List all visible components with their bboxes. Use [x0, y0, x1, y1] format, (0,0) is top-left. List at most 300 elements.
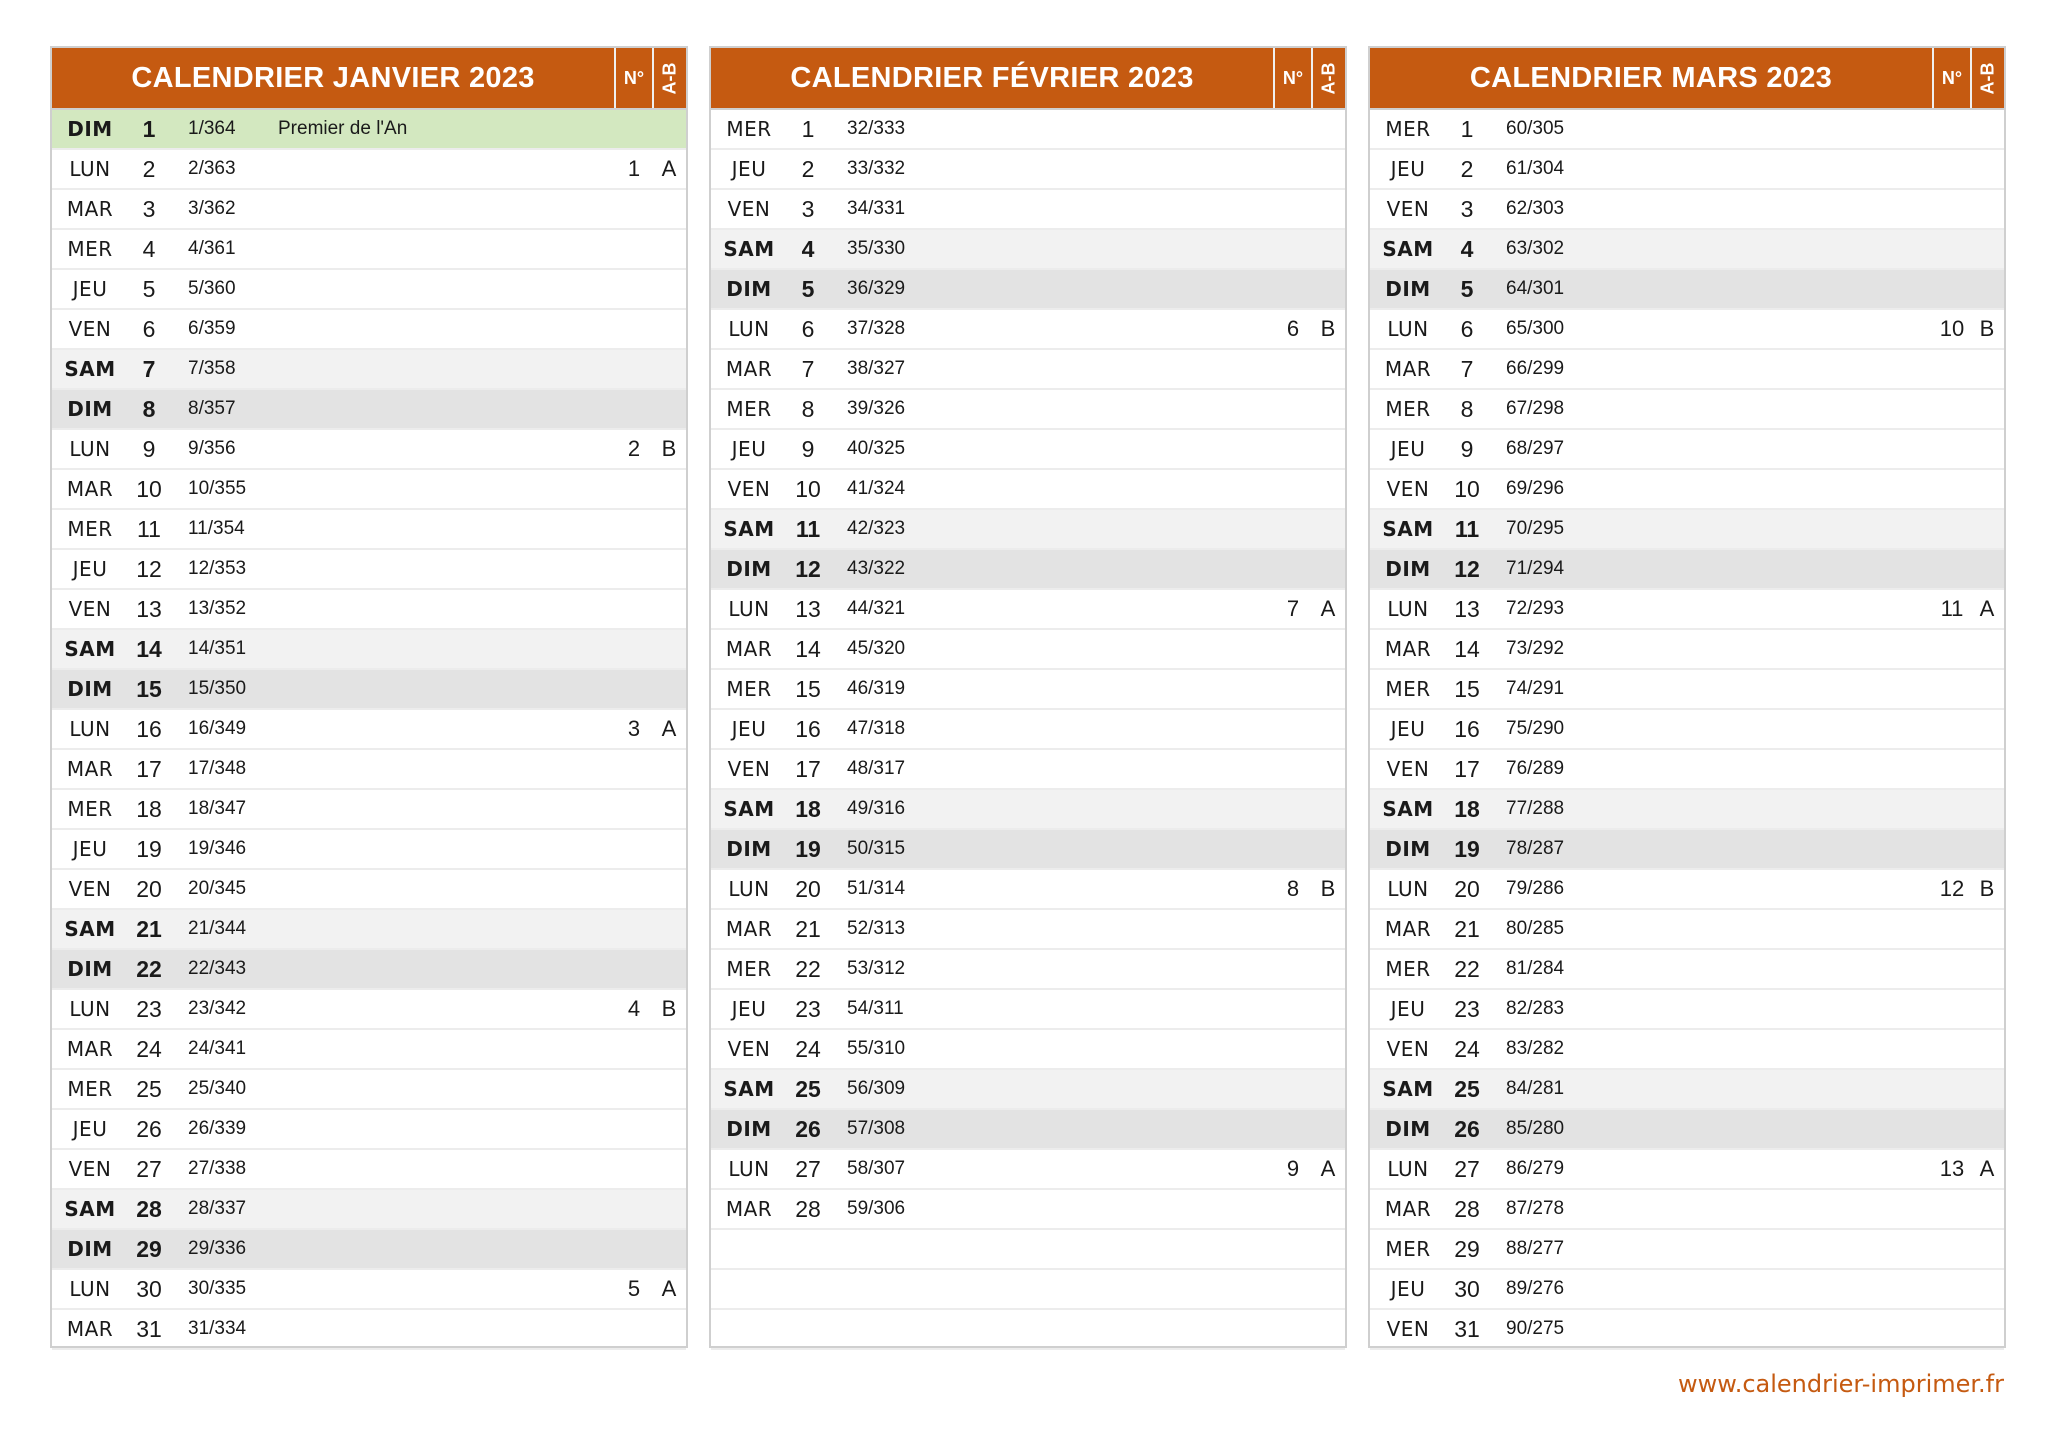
day-name: JEU [72, 277, 108, 301]
day-name: LUN [1387, 877, 1429, 901]
day-of-year: 19/346 [188, 838, 247, 859]
day-number: 28 [795, 1195, 821, 1222]
day-number: 22 [795, 955, 821, 982]
day-of-year: 8/357 [188, 398, 236, 419]
day-name: MAR [725, 917, 773, 941]
day-number: 31 [136, 1315, 162, 1342]
day-row [711, 790, 1345, 830]
day-row [711, 110, 1345, 150]
day-of-year: 25/340 [188, 1078, 247, 1099]
day-number: 2 [142, 155, 156, 182]
day-of-year: 88/277 [1506, 1238, 1565, 1259]
day-row [711, 1150, 1345, 1190]
day-number: 29 [136, 1235, 162, 1262]
day-row [711, 470, 1345, 510]
day-name: VEN [727, 477, 771, 501]
day-number: 4 [1460, 235, 1474, 262]
day-row [711, 1190, 1345, 1230]
day-name: SAM [64, 637, 116, 661]
day-name: DIM [67, 957, 113, 981]
day-of-year: 60/305 [1506, 118, 1565, 139]
day-of-year: 49/316 [847, 798, 906, 819]
day-name: LUN [69, 997, 111, 1021]
ab-week: B [661, 436, 677, 461]
day-row [52, 1070, 686, 1110]
day-number: 15 [795, 675, 821, 702]
day-name: MER [1385, 957, 1431, 981]
day-number: 24 [1454, 1035, 1480, 1062]
day-row [711, 630, 1345, 670]
day-number: 20 [795, 875, 821, 902]
day-of-year: 62/303 [1506, 198, 1565, 219]
day-row [1370, 430, 2004, 470]
day-of-year: 13/352 [188, 598, 247, 619]
day-number: 23 [795, 995, 821, 1022]
day-of-year: 15/350 [188, 678, 247, 699]
week-number: 12 [1939, 876, 1965, 901]
day-number: 12 [136, 555, 162, 582]
day-name: DIM [67, 117, 113, 141]
day-name: JEU [1390, 437, 1426, 461]
day-row [711, 430, 1345, 470]
day-name: SAM [64, 357, 116, 381]
day-number: 28 [136, 1195, 162, 1222]
day-name: LUN [728, 597, 770, 621]
day-name: MAR [66, 757, 114, 781]
day-row [52, 750, 686, 790]
day-number: 13 [1454, 595, 1480, 622]
day-row [1370, 870, 2004, 910]
day-number: 3 [142, 195, 156, 222]
day-of-year: 70/295 [1506, 518, 1565, 539]
day-of-year: 20/345 [188, 878, 247, 899]
day-of-year: 46/319 [847, 678, 906, 699]
day-name: LUN [69, 157, 111, 181]
day-row [1370, 990, 2004, 1030]
day-number: 15 [1454, 675, 1480, 702]
day-of-year: 43/322 [847, 558, 906, 579]
day-name: LUN [1387, 1157, 1429, 1181]
day-of-year: 66/299 [1506, 358, 1565, 379]
day-of-year: 6/359 [188, 318, 236, 339]
day-number: 10 [1454, 475, 1480, 502]
day-name: MAR [725, 357, 773, 381]
day-name: LUN [728, 877, 770, 901]
day-number: 23 [136, 995, 162, 1022]
day-row [1370, 670, 2004, 710]
day-number: 21 [795, 915, 821, 942]
day-row [711, 350, 1345, 390]
day-row [711, 1110, 1345, 1150]
day-of-year: 56/309 [847, 1078, 906, 1099]
ab-week: B [1979, 876, 1995, 901]
day-of-year: 84/281 [1506, 1078, 1565, 1099]
day-number: 18 [795, 795, 821, 822]
day-name: VEN [68, 1157, 112, 1181]
day-name: MAR [725, 1197, 773, 1221]
day-number: 30 [1454, 1275, 1480, 1302]
day-of-year: 39/326 [847, 398, 906, 419]
day-name: VEN [727, 757, 771, 781]
holiday-label: Premier de l'An [278, 118, 408, 139]
day-name: MER [67, 237, 113, 261]
day-name: VEN [1386, 197, 1430, 221]
day-of-year: 17/348 [188, 758, 247, 779]
day-number: 4 [142, 235, 156, 262]
ab-week: A [661, 716, 677, 741]
day-number: 17 [1454, 755, 1480, 782]
day-of-year: 80/285 [1506, 918, 1565, 939]
day-of-year: 57/308 [847, 1118, 906, 1139]
day-number: 20 [1454, 875, 1480, 902]
day-name: VEN [1386, 757, 1430, 781]
day-row [711, 870, 1345, 910]
day-number: 17 [136, 755, 162, 782]
day-name: LUN [69, 437, 111, 461]
day-name: LUN [69, 1277, 111, 1301]
day-of-year: 55/310 [847, 1038, 906, 1059]
day-number: 26 [1454, 1115, 1480, 1142]
ab-week: A [661, 1276, 677, 1301]
day-of-year: 3/362 [188, 198, 236, 219]
day-number: 12 [1454, 555, 1480, 582]
day-name: SAM [64, 917, 116, 941]
month-march [1368, 46, 2006, 1348]
day-name: DIM [67, 1237, 113, 1261]
day-row [1370, 390, 2004, 430]
day-number: 7 [142, 355, 156, 382]
day-number: 20 [136, 875, 162, 902]
day-of-year: 50/315 [847, 838, 906, 859]
day-of-year: 31/334 [188, 1318, 247, 1339]
day-number: 27 [795, 1155, 821, 1182]
week-number: 6 [1286, 316, 1300, 341]
day-name: MER [1385, 397, 1431, 421]
day-of-year: 37/328 [847, 318, 906, 339]
day-name: MAR [66, 1037, 114, 1061]
day-of-year: 86/279 [1506, 1158, 1565, 1179]
day-of-year: 4/361 [188, 238, 236, 259]
day-row [1370, 710, 2004, 750]
day-list [711, 110, 1345, 1350]
week-number: 13 [1939, 1156, 1965, 1181]
day-of-year: 32/333 [847, 118, 906, 139]
day-row [711, 1270, 1345, 1310]
day-number: 3 [1460, 195, 1474, 222]
day-of-year: 74/291 [1506, 678, 1565, 699]
day-of-year: 63/302 [1506, 238, 1565, 259]
day-of-year: 26/339 [188, 1118, 247, 1139]
day-number: 5 [1460, 275, 1474, 302]
day-number: 1 [1460, 115, 1474, 142]
day-of-year: 21/344 [188, 918, 247, 939]
day-name: MAR [66, 477, 114, 501]
day-name: SAM [64, 1197, 116, 1221]
week-number: 5 [627, 1276, 641, 1301]
day-of-year: 87/278 [1506, 1198, 1565, 1219]
day-row [711, 910, 1345, 950]
day-name: MER [726, 117, 772, 141]
ab-header [1311, 48, 1345, 108]
week-number: 7 [1286, 596, 1300, 621]
month-title: CALENDRIER MARS 2023 [1469, 61, 1833, 94]
day-number: 27 [136, 1155, 162, 1182]
day-of-year: 78/287 [1506, 838, 1565, 859]
day-row [1370, 1150, 2004, 1190]
day-number: 28 [1454, 1195, 1480, 1222]
day-row [52, 1310, 686, 1350]
day-of-year: 34/331 [847, 198, 906, 219]
day-name: DIM [1385, 557, 1431, 581]
day-name: VEN [727, 1037, 771, 1061]
ab-week: B [1320, 316, 1336, 341]
day-number: 14 [795, 635, 821, 662]
day-of-year: 64/301 [1506, 278, 1565, 299]
week-number-header: N° [614, 48, 652, 108]
day-name: LUN [728, 1157, 770, 1181]
week-number: 4 [627, 996, 641, 1021]
day-row [711, 830, 1345, 870]
day-name: DIM [1385, 1117, 1431, 1141]
day-name: SAM [723, 1077, 775, 1101]
day-of-year: 48/317 [847, 758, 906, 779]
day-name: JEU [72, 837, 108, 861]
day-row [711, 990, 1345, 1030]
day-of-year: 73/292 [1506, 638, 1565, 659]
day-row [52, 870, 686, 910]
day-row [711, 390, 1345, 430]
day-number: 29 [1454, 1235, 1480, 1262]
day-number: 2 [801, 155, 815, 182]
day-name: VEN [1386, 1037, 1430, 1061]
day-row [52, 270, 686, 310]
day-name: LUN [1387, 317, 1429, 341]
day-name: JEU [72, 557, 108, 581]
day-of-year: 38/327 [847, 358, 906, 379]
day-number: 26 [136, 1115, 162, 1142]
day-row [1370, 110, 2004, 150]
day-row [1370, 510, 2004, 550]
ab-header [1970, 48, 2004, 108]
day-name: JEU [1390, 717, 1426, 741]
day-number: 11 [795, 515, 821, 542]
day-row [711, 270, 1345, 310]
day-row [52, 1230, 686, 1270]
day-of-year: 29/336 [188, 1238, 247, 1259]
day-of-year: 75/290 [1506, 718, 1565, 739]
day-row [711, 510, 1345, 550]
day-name: JEU [72, 1117, 108, 1141]
day-of-year: 36/329 [847, 278, 906, 299]
day-row [1370, 630, 2004, 670]
day-name: SAM [723, 237, 775, 261]
week-number: 8 [1286, 876, 1300, 901]
day-row [52, 950, 686, 990]
day-row [1370, 270, 2004, 310]
day-of-year: 42/323 [847, 518, 906, 539]
ab-week: A [1320, 1156, 1336, 1181]
day-name: MER [726, 677, 772, 701]
day-name: VEN [68, 597, 112, 621]
ab-week: A [1979, 1156, 1995, 1181]
day-number: 8 [1460, 395, 1474, 422]
day-name: SAM [723, 517, 775, 541]
website-link[interactable]: www.calendrier-imprimer.fr [1678, 1370, 2004, 1398]
ab-week: B [1320, 876, 1336, 901]
day-of-year: 7/358 [188, 358, 236, 379]
day-number: 11 [137, 515, 161, 542]
day-of-year: 81/284 [1506, 958, 1565, 979]
day-row [1370, 1310, 2004, 1350]
day-row [52, 550, 686, 590]
day-of-year: 51/314 [847, 878, 906, 899]
day-row [1370, 1110, 2004, 1150]
day-name: MER [1385, 1237, 1431, 1261]
day-row [1370, 1070, 2004, 1110]
day-of-year: 83/282 [1506, 1038, 1565, 1059]
day-of-year: 11/354 [188, 518, 245, 539]
day-row [52, 190, 686, 230]
day-number: 22 [1454, 955, 1480, 982]
day-number: 21 [1454, 915, 1480, 942]
week-number: 10 [1939, 316, 1965, 341]
ab-header-label: A-B [659, 62, 680, 94]
day-number: 26 [795, 1115, 821, 1142]
day-number: 2 [1460, 155, 1474, 182]
ab-week: A [1979, 596, 1995, 621]
week-number-header: N° [1273, 48, 1311, 108]
day-row [52, 110, 686, 150]
day-name: MAR [725, 637, 773, 661]
week-number: 9 [1286, 1156, 1300, 1181]
day-of-year: 61/304 [1506, 158, 1565, 179]
day-name: DIM [726, 277, 772, 301]
day-of-year: 90/275 [1506, 1318, 1565, 1339]
day-name: DIM [67, 397, 113, 421]
day-number: 11 [1454, 515, 1480, 542]
day-name: JEU [1390, 1277, 1426, 1301]
day-name: JEU [1390, 157, 1426, 181]
day-of-year: 44/321 [847, 598, 906, 619]
day-of-year: 45/320 [847, 638, 906, 659]
day-number: 18 [1454, 795, 1480, 822]
day-name: MAR [1384, 637, 1432, 661]
week-number: 1 [627, 156, 641, 181]
month-title: CALENDRIER FÉVRIER 2023 [790, 61, 1194, 94]
day-row [52, 470, 686, 510]
day-number: 24 [136, 1035, 162, 1062]
day-number: 14 [1454, 635, 1480, 662]
day-row [1370, 190, 2004, 230]
day-number: 25 [1454, 1075, 1480, 1102]
day-row [52, 710, 686, 750]
day-of-year: 12/353 [188, 558, 247, 579]
day-row [52, 670, 686, 710]
day-of-year: 82/283 [1506, 998, 1565, 1019]
day-of-year: 40/325 [847, 438, 906, 459]
day-name: VEN [1386, 477, 1430, 501]
day-number: 25 [795, 1075, 821, 1102]
day-number: 1 [142, 115, 156, 142]
day-number: 8 [801, 395, 815, 422]
day-name: MER [1385, 677, 1431, 701]
day-row [711, 590, 1345, 630]
day-number: 23 [1454, 995, 1480, 1022]
day-row [52, 1270, 686, 1310]
day-of-year: 22/343 [188, 958, 247, 979]
day-name: MAR [66, 1317, 114, 1341]
day-of-year: 24/341 [188, 1038, 247, 1059]
day-name: MER [67, 797, 113, 821]
day-name: LUN [728, 317, 770, 341]
day-number: 16 [1454, 715, 1480, 742]
day-name: MAR [66, 197, 114, 221]
day-number: 19 [136, 835, 162, 862]
day-row [52, 230, 686, 270]
day-of-year: 23/342 [188, 998, 247, 1019]
month-february [709, 46, 1347, 1348]
day-row [52, 1190, 686, 1230]
day-name: MER [726, 397, 772, 421]
day-list [52, 110, 686, 1350]
day-number: 25 [136, 1075, 162, 1102]
week-number: 2 [627, 436, 641, 461]
day-row [52, 430, 686, 470]
day-row [711, 1030, 1345, 1070]
day-name: MAR [1384, 917, 1432, 941]
day-row [711, 150, 1345, 190]
day-row [711, 230, 1345, 270]
day-number: 4 [801, 235, 815, 262]
day-name: VEN [68, 317, 112, 341]
day-of-year: 9/356 [188, 438, 236, 459]
day-of-year: 79/286 [1506, 878, 1565, 899]
day-of-year: 5/360 [188, 278, 236, 299]
day-number: 9 [801, 435, 815, 462]
week-number: 11 [1940, 596, 1964, 621]
day-name: JEU [731, 437, 767, 461]
day-name: SAM [1382, 1077, 1434, 1101]
day-row [1370, 230, 2004, 270]
day-name: MAR [1384, 357, 1432, 381]
day-number: 12 [795, 555, 821, 582]
day-number: 17 [795, 755, 821, 782]
day-number: 31 [1454, 1315, 1480, 1342]
day-of-year: 18/347 [188, 798, 247, 819]
day-of-year: 71/294 [1506, 558, 1565, 579]
day-of-year: 10/355 [188, 478, 247, 499]
day-of-year: 41/324 [847, 478, 906, 499]
day-of-year: 53/312 [847, 958, 906, 979]
day-row [711, 1070, 1345, 1110]
day-name: DIM [1385, 837, 1431, 861]
day-row [1370, 470, 2004, 510]
day-of-year: 65/300 [1506, 318, 1565, 339]
day-name: DIM [726, 837, 772, 861]
day-number: 10 [795, 475, 821, 502]
day-number: 10 [136, 475, 162, 502]
day-name: JEU [731, 997, 767, 1021]
day-number: 9 [142, 435, 156, 462]
day-name: DIM [1385, 277, 1431, 301]
day-of-year: 35/330 [847, 238, 906, 259]
day-name: LUN [69, 717, 111, 741]
day-number: 27 [1454, 1155, 1480, 1182]
day-name: VEN [1386, 1317, 1430, 1341]
day-number: 19 [795, 835, 821, 862]
day-name: VEN [68, 877, 112, 901]
day-of-year: 16/349 [188, 718, 247, 739]
